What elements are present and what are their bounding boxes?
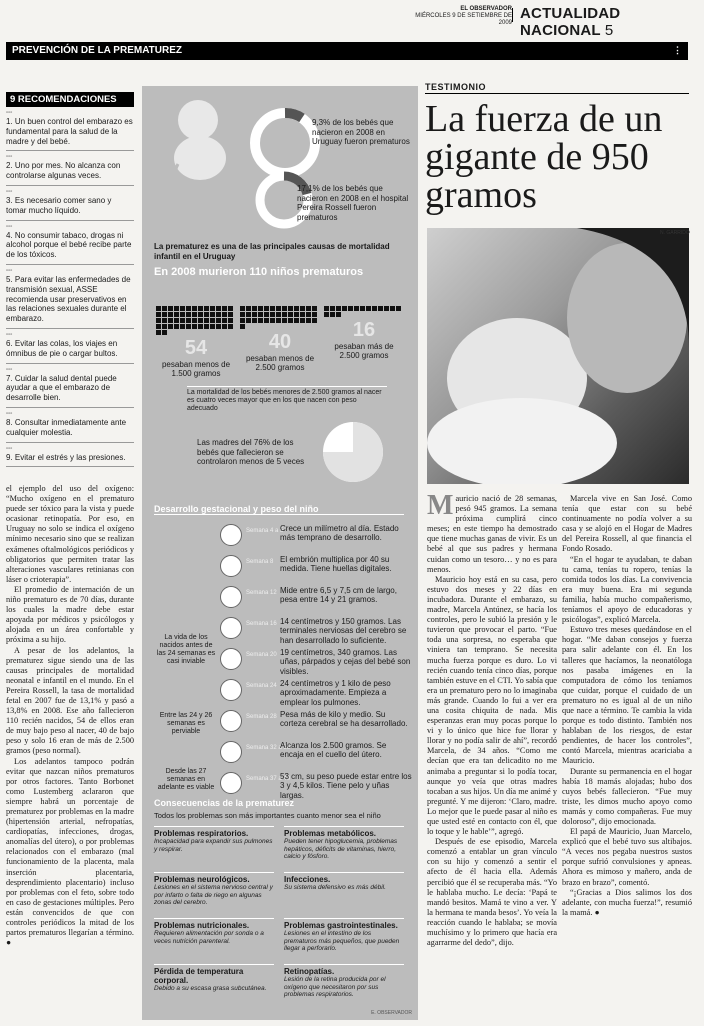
death-square — [204, 318, 209, 323]
death-square — [156, 324, 161, 329]
death-square — [162, 312, 167, 317]
masthead-divider — [512, 8, 513, 22]
death-square — [216, 318, 221, 323]
drop-cap: M — [427, 490, 454, 521]
development-text: Mide entre 6,5 y 7,5 cm de largo, pesa entre 14 y 21 gramos. — [280, 586, 397, 605]
death-square — [192, 318, 197, 323]
recommendation-text: 1. Un buen control del embarazo es fundamental para la salud de la madre y del bebé. — [6, 117, 133, 146]
death-square — [348, 306, 353, 311]
story-paragraph: Durante su permanencia en el hogar había 18 mamás alojadas; hubo dos cuyos bebés fallecieron. “Fue muy triste, les dimos mucho apoyo como mamás y como compañeras. Fue muy doloroso”, dijo emocionada. — [562, 766, 692, 826]
section-heading — [520, 5, 704, 39]
week-label: Semana 37 a 40 — [246, 776, 291, 782]
recommendation-item — [6, 329, 134, 364]
death-square — [192, 312, 197, 317]
death-square — [198, 324, 203, 329]
page-number: 5 — [604, 22, 614, 39]
consequence-desc: Lesiones en el sistema nervioso central y por infarto o falta de riego en algunas zonas del cerebro. — [154, 884, 273, 906]
story-headline: La fuerza de un gigante de 950 gramos — [425, 98, 663, 216]
death-square — [300, 306, 305, 311]
recommendation-text: 3. Es necesario comer sano y tomar mucho líquido. — [6, 195, 112, 215]
death-square — [186, 324, 191, 329]
fetus-icon — [220, 555, 242, 577]
story-photo — [427, 228, 689, 484]
recommendation-text: 8. Consultar inmediatamente ante cualquier molestia. — [6, 417, 127, 437]
consequence-item — [154, 872, 274, 907]
fetus-icon — [220, 772, 242, 794]
week-label: Semana 32 a 36 — [246, 745, 291, 751]
consequences-grid — [154, 826, 410, 1016]
death-square — [306, 306, 311, 311]
death-square — [288, 318, 293, 323]
recommendation-text: 5. Para evitar las enfermedades de transmisión sexual, ASSE recomienda usar preservativos en las relaciones sexuales durante el embarazo. — [6, 274, 131, 324]
death-square — [180, 318, 185, 323]
consequence-desc: Lesiones en el intestino de los prematuros más pequeños, que pueden llegar a perforarlo. — [284, 930, 400, 952]
death-square — [162, 324, 167, 329]
death-square — [396, 306, 401, 311]
recommendations-list — [6, 107, 134, 467]
death-square — [366, 306, 371, 311]
recommendation-item — [6, 186, 134, 221]
death-square — [186, 312, 191, 317]
death-square — [270, 306, 275, 311]
death-square — [240, 306, 245, 311]
bullet-icon: ▫▫▫ — [6, 267, 13, 274]
consequence-item — [154, 964, 274, 993]
recommendations-box — [6, 92, 134, 467]
consequence-item — [154, 826, 274, 853]
viability-note: La vida de los nacidos antes de las 24 semanas es casi inviable — [156, 634, 216, 665]
mother-and-baby-photo — [427, 228, 689, 484]
mothers-stat: Las madres del 76% de los bebés que fallecieron se controlaron menos de 5 veces — [197, 438, 305, 466]
bullet-icon: ▫▫▫ — [6, 366, 13, 373]
recommendation-item — [6, 443, 134, 468]
photo-credit: N. GARRIDO — [660, 230, 690, 236]
consequence-item — [154, 918, 274, 945]
bullet-icon: ▫▫▫ — [6, 154, 13, 161]
death-square — [198, 318, 203, 323]
death-square — [168, 324, 173, 329]
story-column-2-text — [562, 494, 692, 918]
consequence-title: Retinopatías. — [284, 967, 335, 976]
development-text: Pesa más de kilo y medio. Su corteza cerebral se ha desarrollado. — [280, 710, 408, 729]
death-square — [192, 306, 197, 311]
bullet-icon: ▫▫▫ — [6, 110, 13, 116]
death-square — [216, 312, 221, 317]
deaths-2008-heading: En 2008 murieron 110 niños prematuros — [154, 266, 364, 278]
consequence-item — [284, 918, 404, 953]
deaths-label: pesaban más de 2.500 gramos — [334, 342, 394, 360]
death-square — [306, 318, 311, 323]
fetus-icon — [220, 741, 242, 763]
death-square — [252, 306, 257, 311]
viability-note: Entre las 24 y 26 semanas es perviable — [159, 712, 213, 735]
consequences-title: Consecuencias de la prematurez — [154, 798, 295, 808]
story-column-1-text — [427, 490, 557, 948]
death-square — [306, 312, 311, 317]
recommendation-item — [6, 107, 134, 151]
death-square — [180, 306, 185, 311]
week-label: Semana 20 — [246, 652, 277, 658]
week-label: Semana 16 — [246, 621, 277, 627]
consequence-title: Pérdida de temperatura corporal. — [154, 967, 244, 985]
death-square — [300, 318, 305, 323]
death-square — [378, 306, 383, 311]
death-square — [384, 306, 389, 311]
death-square — [210, 324, 215, 329]
infographic-credit: E. OBSERVADOR — [371, 1010, 412, 1016]
death-square — [330, 306, 335, 311]
fetus-icon — [220, 586, 242, 608]
recommendations-title — [6, 92, 134, 107]
death-square — [198, 306, 203, 311]
consequence-title: Infecciones. — [284, 875, 331, 884]
deaths-group — [240, 306, 320, 372]
left-article-paragraph: El promedio de internación de un niño prematuro es de 70 días, durante los cuales la madre debe estar apoyada por médicos y psicólogos y alojada en un área confortable y próxima a su hijo. — [6, 584, 134, 645]
death-square — [222, 318, 227, 323]
left-article-paragraph: Los adelantos tampoco podrán evitar que nazcan niños prematuros por otros factores. Tanto Borbonet como Lustemberg aclararon que siempre habrá un porcentaje de prematurez por problemas en la madre (hipertensión arterial, nefropatías, cardiopatías, infecciones, drogas, anomalías del útero), o por problemas relacionados con el embarazo (mal funcionamiento de la placenta, mala inserción placentaria, desprendimiento placentario) incluso por problemas con el feto, sobre todo en caso de gestaciones múltiples. Pero están convencidos de que con controles periódicos la mitad de los partos prematuros llegarían a término. ● — [6, 756, 134, 948]
story-kicker: TESTIMONIO — [425, 82, 689, 94]
consequence-desc: Requieren alimentación por sonda o a veces nutrición parenteral. — [154, 930, 264, 945]
development-text: Crece un milímetro al día. Estado más temprano de desarrollo. — [280, 524, 399, 543]
death-square — [294, 318, 299, 323]
consequence-title: Problemas neurológicos. — [154, 875, 250, 884]
consequence-desc: Debido a su escasa grasa subcutánea. — [154, 985, 267, 992]
fetus-icon — [220, 710, 242, 732]
death-square — [180, 324, 185, 329]
death-square — [162, 318, 167, 323]
death-square — [288, 306, 293, 311]
death-square — [252, 318, 257, 323]
death-square — [174, 324, 179, 329]
development-text: 14 centímetros y 150 gramos. Las terminales nerviosas del cerebro se han desarrollado lo suficiente. — [280, 617, 407, 645]
death-square — [156, 318, 161, 323]
story-column-2 — [562, 494, 692, 918]
death-square — [264, 306, 269, 311]
death-square — [312, 312, 317, 317]
death-square — [216, 324, 221, 329]
fetus-icon — [220, 648, 242, 670]
development-text: El embrión multiplica por 40 su medida. Tiene huellas digitales. — [280, 555, 392, 574]
publication-name: EL OBSERVADOR — [460, 6, 512, 12]
section-bar — [6, 42, 688, 60]
week-label: Semana 28 — [246, 714, 277, 720]
recommendation-text: 2. Uno por mes. No alcanza con controlarse algunas veces. — [6, 161, 121, 181]
death-squares — [240, 306, 320, 329]
story-paragraph: Marcela vive en San José. Como tenía que estar con su bebé continuamente no podía volver a su casa y se alojó en el Hogar de Madres del Pereira Rossell, al que financia el Fondo Rosado. — [562, 494, 692, 554]
death-square — [270, 312, 275, 317]
death-square — [288, 312, 293, 317]
death-square — [258, 318, 263, 323]
death-square — [204, 312, 209, 317]
bullet-icon: ▫▫▫ — [6, 410, 13, 417]
death-square — [240, 318, 245, 323]
death-square — [162, 330, 167, 335]
deaths-label: pesaban menos de 1.500 gramos — [161, 360, 231, 378]
story-paragraph: “En el hogar te ayudaban, te daban tu cama, tenías tu ropero, tenías la comida todos los días. La convivencia era muy buena. Era mi segunda familia, había mucho compañerismo, teníamos el apoyo de educadoras y psicólogas”, explicó Marcela. — [562, 554, 692, 625]
masthead-publication — [412, 6, 512, 27]
consequence-desc: Lesión de la retina producida por el oxígeno que necesitaron por sus problemas respiratorios. — [284, 976, 386, 998]
death-square — [228, 306, 233, 311]
consequence-desc: Su sistema defensivo es más débil. — [284, 884, 386, 891]
story-paragraph: El papá de Mauricio, Juan Marcelo, explicó que el bebé tuvo sus altibajos. “A veces nos pegaba nuestros sustos porque sufrió convulsiones y apneas. Ahora es mimoso y mañero, anda de brazo en brazo”, comentó. — [562, 827, 692, 887]
death-square — [222, 306, 227, 311]
recommendation-text: 4. No consumir tabaco, drogas ni alcohol porque el bebé recibe parte de los tóxicos. — [6, 230, 132, 260]
development-text: Alcanza los 2.500 gramos. Se encaja en el cuello del útero. — [280, 741, 387, 760]
death-square — [192, 324, 197, 329]
death-square — [294, 306, 299, 311]
death-square — [312, 306, 317, 311]
death-square — [258, 312, 263, 317]
death-square — [354, 306, 359, 311]
death-squares — [324, 306, 404, 317]
death-square — [156, 312, 161, 317]
death-square — [240, 312, 245, 317]
death-square — [222, 312, 227, 317]
section-bar-title: PREVENCIÓN DE LA PREMATUREZ — [12, 45, 183, 56]
week-label: Semana 12 — [246, 590, 277, 596]
week-label: Semana 24 — [246, 683, 277, 689]
deaths-count: 16 — [352, 319, 376, 341]
deaths-by-weight-chart — [156, 306, 406, 386]
death-square — [168, 312, 173, 317]
section-name: ACTUALIDAD NACIONAL — [520, 5, 621, 39]
story-paragraph: auricio nació de 28 semanas, pesó 945 gramos. La semana próxima cumplirá cinco meses; en este tiempo ha demostrado que tiene muchas ganas de vivir. Es un bebé al que sus padres y hermana cuidan como un tesoro… y no es para menos. — [427, 494, 557, 574]
death-square — [180, 312, 185, 317]
death-square — [168, 306, 173, 311]
fetus-icon — [220, 679, 242, 701]
publication-date: MIÉRCOLES 9 DE SETIEMBRE DE 2009 — [415, 13, 512, 26]
death-square — [162, 306, 167, 311]
death-square — [282, 318, 287, 323]
fetus-icon — [220, 617, 242, 639]
development-text: 24 centímetros y 1 kilo de peso aproximadamente. Empieza a emplear los pulmones. — [280, 679, 391, 707]
recommendation-item — [6, 408, 134, 443]
death-square — [210, 318, 215, 323]
left-article-paragraph: A pesar de los adelantos, la prematurez sigue siendo una de las causas principales de mortalidad neonatal e infantil en el mundo. En el Pereira Rossell, la tasa de mortalidad fetal en 2007 fue de 13,1% y pasó a 13,8% en 2008. Ese año fallecieron 110 recién nacidos, 54 de ellos eran de muy bajo peso al nacer, 40 de bajo peso y solo 16 eran de más de 2.500 gramos (peso normal). — [6, 645, 134, 756]
consequence-desc: Incapacidad para expandir sus pulmones y respirar. — [154, 838, 273, 853]
stat-pereira-rossell: 17,1% de los bebés que nacieron en 2008 en el hospital Pereira Rossell fueron prematuros — [297, 184, 409, 222]
recommendation-item — [6, 221, 134, 265]
baby-illustration — [160, 94, 240, 184]
death-square — [282, 312, 287, 317]
death-square — [336, 306, 341, 311]
consequence-title: Problemas metabólicos. — [284, 829, 377, 838]
mothers-pie-icon — [317, 416, 389, 488]
deaths-count: 40 — [268, 331, 292, 353]
death-square — [240, 324, 245, 329]
story-paragraph: “¡Gracias a Dios salimos los dos adelante, con mucha fuerza!”, resumió la mamá. ● — [562, 887, 692, 917]
death-square — [186, 306, 191, 311]
death-square — [360, 306, 365, 311]
stat-uruguay: 9,3% de los bebés que nacieron en 2008 en Uruguay fueron prematuros — [312, 118, 410, 146]
recommendation-item — [6, 364, 134, 408]
death-square — [252, 312, 257, 317]
death-square — [342, 306, 347, 311]
deaths-group — [156, 306, 236, 378]
death-squares — [156, 306, 236, 335]
mortality-cause-text: La prematurez es una de las principales causas de mortalidad infantil en el Uruguay — [154, 242, 390, 261]
story-paragraph: Después de ese episodio, Marcela comenzó a entablar un gran vínculo con su hijo y comenzó a sentir el afecto de él hacia ella. Además percibió que él se recuperaba más. “Yo le hablaba mucho. Le decía: ‘Papá te mandó besitos. Mamá te vino a ver. Y la hermana te manda besos’. Yo veía la reacción cuando le hablaba; se movía muchísimo y lo primero que hacía era agarrarme del dedo”, dijo. — [427, 837, 557, 948]
death-square — [204, 306, 209, 311]
death-square — [210, 306, 215, 311]
recommendations-title-text: 9 RECOMENDACIONES — [10, 94, 117, 105]
bullet-icon: ▫▫▫ — [6, 223, 13, 230]
death-square — [228, 312, 233, 317]
deaths-count: 54 — [184, 337, 208, 359]
week-label: Semana 4 a 5 — [246, 528, 284, 534]
death-square — [276, 306, 281, 311]
death-square — [216, 306, 221, 311]
bullet-icon: ▫▫▫ — [6, 331, 13, 338]
death-square — [270, 318, 275, 323]
death-square — [174, 318, 179, 323]
recommendation-item — [6, 151, 134, 186]
consequence-item — [284, 826, 404, 861]
story-column-1 — [427, 490, 557, 948]
consequence-title: Problemas respiratorios. — [154, 829, 249, 838]
viability-note: Desde las 27 semanas en adelante es viable — [157, 768, 215, 791]
death-square — [246, 306, 251, 311]
story-paragraph: Estuvo tres meses quedándose en el hogar. “Me daban consejos y fuerza para salir adelante con él. En los talleres que hacíamos, la neonatóloga nos pasaba imágenes en la computadora de cómo los teníamos que cuidar, porque el cuidado de un prematuro no es igual al de un niño que nace a término. Te cambia la vida porque es todo distinto. También nos hablaban de los riesgos, de estar pendientes, de hacer los controles”, contó Marcela, mientras acariciaba a Mauricio. — [562, 625, 692, 766]
death-square — [276, 312, 281, 317]
dots-icon: ⋮ — [673, 45, 682, 55]
death-square — [330, 312, 335, 317]
week-label: Semana 8 — [246, 559, 274, 565]
death-square — [186, 318, 191, 323]
development-text: 19 centímetros, 340 gramos. Las uñas, párpados y cejas del bebé son visibles. — [280, 648, 411, 676]
recommendation-text: 9. Evitar el estrés y las presiones. — [6, 452, 126, 462]
consequences-subtitle: Todos los problemas son más importantes cuanto menor sea el niño — [154, 811, 381, 820]
death-square — [372, 306, 377, 311]
story-paragraph: Mauricio hoy está en su casa, pero estuvo dos meses y 22 días en incubadora. Durante el embarazo, su madre, Marcela Antúnez, se hacía los controles, pero le subió la presión y le tuvieron que provocar el parto. “Fue toda una sorpresa, no esperaba que viniera tan temprano. Se necesita mucha fuerza porque es duro. Lo vi recién cuando tenía cinco días, porque también estuve en el CTI. Yo sabía que era un prematuro pero no lo imaginaba más grande. Cuando lo fui a ver era una cosita chiquita de nada. Mis esperanzas eran muy pocas porque lo vi y lo único que hice fue llorar y llorar y no podía salir de ahí”, recordó Marcela, de 34 años. “Como me decían que era tan delicadito no me animaba a preguntar si lo podía tocar, aunque yo veía que otras madres tocaban a sus hijos. Un día me animé y pregunté. Y me dijeron: ‘Claro, madre. Lo mejor que le puede pasar al niño es que usted esté en contacto con él, que lo toque y le hable’”, agregó. — [427, 574, 557, 837]
death-square — [246, 312, 251, 317]
death-square — [258, 306, 263, 311]
death-square — [198, 312, 203, 317]
recommendation-text: 7. Cuidar la salud dental puede ayudar a que el embarazo de desarrolle bien. — [6, 373, 117, 403]
death-square — [174, 306, 179, 311]
death-square — [312, 318, 317, 323]
fetus-icon — [220, 524, 242, 546]
death-square — [228, 318, 233, 323]
deaths-label: pesaban menos de 2.500 gramos — [245, 354, 315, 372]
death-square — [210, 312, 215, 317]
death-square — [324, 312, 329, 317]
death-square — [204, 324, 209, 329]
consequence-item — [284, 872, 404, 892]
consequence-desc: Pueden tener hipoglucemia, problemas hepáticos, déficits de vitaminas, hierro, calcio y fósforo. — [284, 838, 398, 860]
death-square — [264, 312, 269, 317]
bullet-icon: ▫▫▫ — [6, 188, 13, 195]
recommendation-text: 6. Evitar las colas, los viajes en ómnibus de pie o cargar bultos. — [6, 338, 118, 358]
development-text: 53 cm, su peso puede estar entre los 3 y 4,5 kilos. Tiene pelo y uñas largas. — [280, 772, 412, 800]
death-square — [324, 306, 329, 311]
death-square — [156, 306, 161, 311]
death-square — [246, 318, 251, 323]
consequence-title: Problemas nutricionales. — [154, 921, 250, 930]
left-article-paragraph: el ejemplo del uso del oxígeno: “Mucho oxígeno en el prematuro puede ser tóxico para la vista y puede ocasionar retinopatía. Por eso, en Uruguay no solo se indica el oxígeno mínimo necesario sino que se realizan exámenes oftalmológicos periódicos y obligatorios que permiten tratar las alteraciones vasculares retinianas con láser o crioterapia”. — [6, 484, 134, 584]
death-square — [282, 306, 287, 311]
recommendation-item — [6, 265, 134, 329]
death-square — [222, 324, 227, 329]
death-square — [174, 312, 179, 317]
consequence-title: Problemas gastrointestinales. — [284, 921, 398, 930]
consequence-item — [284, 964, 404, 999]
death-square — [294, 312, 299, 317]
death-square — [336, 312, 341, 317]
death-square — [156, 330, 161, 335]
death-square — [276, 318, 281, 323]
prematurity-rate-pie-icon — [250, 108, 320, 178]
infographic — [142, 86, 418, 1020]
death-square — [228, 324, 233, 329]
death-square — [264, 318, 269, 323]
death-square — [300, 312, 305, 317]
development-title: Desarrollo gestacional y peso del niño — [154, 504, 404, 515]
death-square — [390, 306, 395, 311]
mortality-note: La mortalidad de los bebés menores de 2.500 gramos al nacer es cuatro veces mayor que en los que nacen con peso adecuado — [187, 386, 387, 413]
left-article-text — [6, 484, 134, 948]
bullet-icon: ▫▫▫ — [6, 445, 13, 452]
deaths-group — [324, 306, 404, 360]
death-square — [168, 318, 173, 323]
